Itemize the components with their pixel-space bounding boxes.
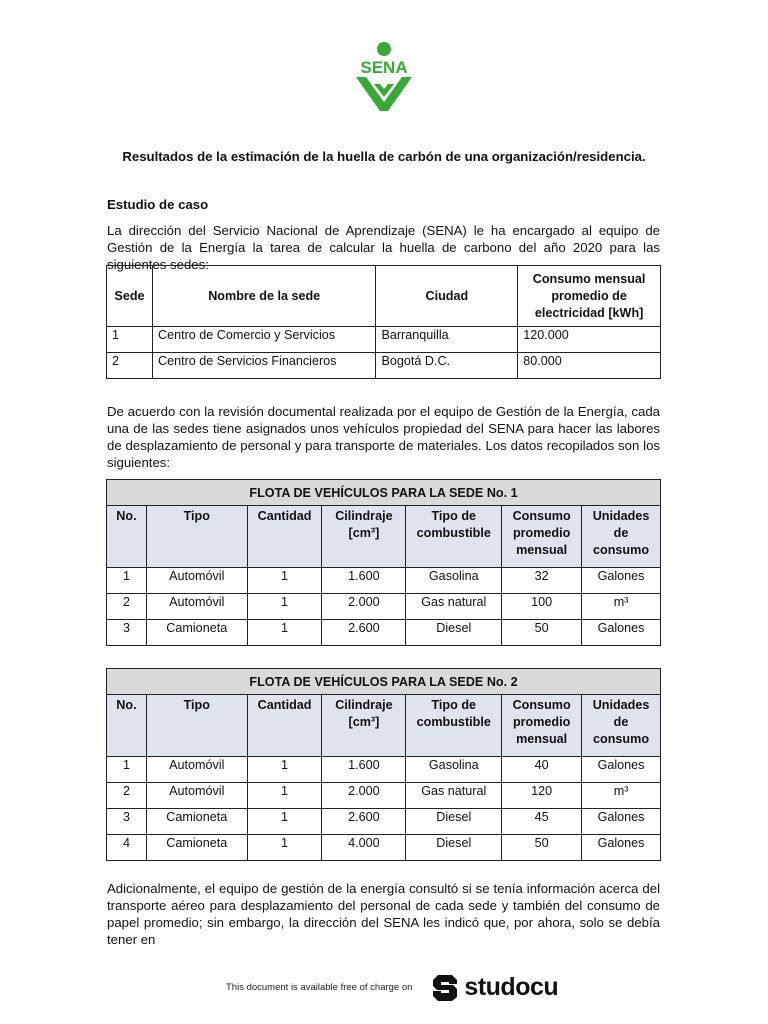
closing-paragraph: Adicionalmente, el equipo de gestión de la energía consultó si se tenía información acerca del transporte aéreo para desplazamiento del personal de cada sede y también del consumo de papel promedio; sin embargo, la dirección del SENA les indicó que, por ahora, solo se debía tener en (107, 881, 660, 947)
table-cell: Centro de Comercio y Servicios (152, 327, 375, 353)
header-cantidad: Cantidad (247, 695, 322, 757)
table-cell: Gasolina (406, 757, 502, 783)
sena-logo (352, 40, 416, 112)
table-cell: Camioneta (146, 620, 247, 646)
table-cell: 1 (247, 783, 322, 809)
table-cell: Bogotá D.C. (376, 353, 518, 379)
table-cell: 100 (502, 594, 582, 620)
table-cell: 2.600 (322, 620, 406, 646)
table-cell: 2.600 (322, 809, 406, 835)
table-cell: 1.600 (322, 568, 406, 594)
table-cell: 1 (107, 757, 147, 783)
table-row (107, 327, 661, 353)
table-row (107, 757, 661, 783)
table-row (107, 568, 661, 594)
table-cell: 4.000 (322, 835, 406, 861)
table-cell: 2 (107, 594, 147, 620)
table-cell: Diesel (406, 620, 502, 646)
table-cell: 1 (247, 757, 322, 783)
document-title: Resultados de la estimación de la huella de carbón de una organización/residencia. (122, 149, 646, 164)
header-no: No. (107, 506, 147, 568)
table-cell: Automóvil (146, 568, 247, 594)
table-cell: Diesel (406, 809, 502, 835)
studocu-brand-name: studocu (464, 972, 559, 1001)
header-unidades: Unidades de consumo (582, 506, 661, 568)
sites-header-nombre: Nombre de la sede (152, 266, 375, 327)
header-consumo: Consumo promedio mensual (502, 506, 582, 568)
table-cell: 80.000 (518, 353, 661, 379)
table-cell: 45 (502, 809, 582, 835)
table-cell: Automóvil (146, 783, 247, 809)
header-tipo: Tipo (146, 506, 247, 568)
studocu-logo-icon (430, 972, 460, 1002)
header-unidades: Unidades de consumo (582, 695, 661, 757)
svg-text:SENA: SENA (360, 58, 408, 77)
table-cell: Centro de Servicios Financieros (152, 353, 375, 379)
case-study-intro: La dirección del Servicio Nacional de Aprendizaje (SENA) le ha encargado al equipo de Gestión de la Energía la tarea de calcular la huella de carbono del año 2020 para las siguientes sedes: (107, 223, 660, 272)
header-cantidad: Cantidad (247, 506, 322, 568)
table-cell: Galones (582, 809, 661, 835)
table-row (107, 594, 661, 620)
table-cell: Galones (582, 568, 661, 594)
table-cell: Automóvil (146, 757, 247, 783)
table-row (107, 835, 661, 861)
table-cell: Galones (582, 620, 661, 646)
table-cell: 1.600 (322, 757, 406, 783)
fleet-table-sede-1 (106, 479, 661, 646)
table-cell: Automóvil (146, 594, 247, 620)
sites-header-sede: Sede (107, 266, 153, 327)
table-cell: 2.000 (322, 594, 406, 620)
table-row (107, 809, 661, 835)
table-row (107, 783, 661, 809)
header-no: No. (107, 695, 147, 757)
table-cell: 1 (247, 809, 322, 835)
header-consumo: Consumo promedio mensual (502, 695, 582, 757)
table-cell: 2 (107, 353, 153, 379)
vehicles-intro: De acuerdo con la revisión documental realizada por el equipo de Gestión de la Energía, cada una de las sedes tiene asignados unos vehículos propiedad del SENA para hacer las labores de desplazamiento de personal y para transporte de materiales. Los datos recopilados son los siguientes: (107, 404, 660, 470)
table-cell: 50 (502, 620, 582, 646)
table-cell: Galones (582, 757, 661, 783)
table-cell: 4 (107, 835, 147, 861)
sites-header-consumo: Consumo mensual promedio de electricidad [kWh] (518, 266, 661, 327)
case-study-heading: Estudio de caso (107, 197, 209, 212)
table-cell: Camioneta (146, 809, 247, 835)
sites-header-ciudad: Ciudad (376, 266, 518, 327)
table-cell: 32 (502, 568, 582, 594)
table-cell: 1 (247, 835, 322, 861)
table-cell: 1 (107, 327, 153, 353)
table-cell: 1 (247, 620, 322, 646)
footer-availability-text: This document is available free of charge on (226, 981, 413, 993)
table-cell: Barranquilla (376, 327, 518, 353)
table-cell: 50 (502, 835, 582, 861)
table-cell: 3 (107, 620, 147, 646)
table-row (107, 353, 661, 379)
table-cell: 3 (107, 809, 147, 835)
header-combustible: Tipo de combustible (406, 695, 502, 757)
table-cell: 40 (502, 757, 582, 783)
table-cell: 120 (502, 783, 582, 809)
table-row (107, 620, 661, 646)
studocu-footer[interactable] (226, 972, 558, 1002)
table-cell: Gas natural (406, 594, 502, 620)
header-combustible: Tipo de combustible (406, 506, 502, 568)
table-cell: Galones (582, 835, 661, 861)
sites-table (106, 265, 661, 379)
header-cilindraje: Cilindraje [cm³] (322, 506, 406, 568)
table-cell: 1 (107, 568, 147, 594)
table-cell: 2 (107, 783, 147, 809)
fleet-2-caption: FLOTA DE VEHÍCULOS PARA LA SEDE No. 2 (107, 669, 661, 695)
table-cell: 1 (247, 568, 322, 594)
table-cell: Camioneta (146, 835, 247, 861)
table-cell: 120.000 (518, 327, 661, 353)
table-cell: m³ (582, 783, 661, 809)
fleet-1-caption: FLOTA DE VEHÍCULOS PARA LA SEDE No. 1 (107, 480, 661, 506)
table-cell: Diesel (406, 835, 502, 861)
header-tipo: Tipo (146, 695, 247, 757)
fleet-table-sede-2 (106, 668, 661, 861)
table-cell: 1 (247, 594, 322, 620)
table-cell: m³ (582, 594, 661, 620)
header-cilindraje: Cilindraje [cm³] (322, 695, 406, 757)
table-cell: 2.000 (322, 783, 406, 809)
table-cell: Gas natural (406, 783, 502, 809)
table-cell: Gasolina (406, 568, 502, 594)
